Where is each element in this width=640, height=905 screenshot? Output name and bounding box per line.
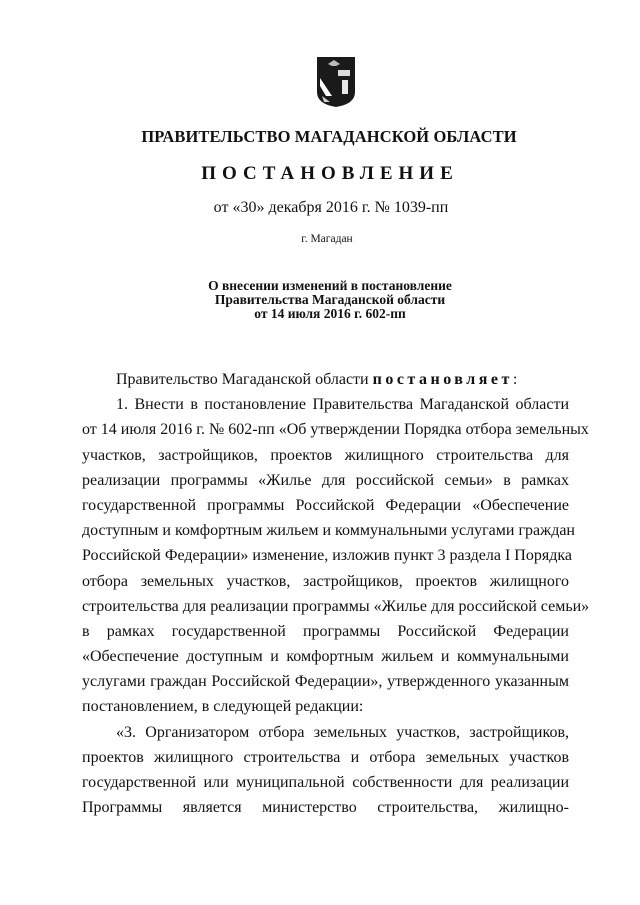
- body-line: в рамках государственной программы Российской Федерации: [82, 622, 569, 640]
- body-line: проектов жилищного строительства и отбора земельных участков: [82, 748, 569, 766]
- body-line: реализации программы «Жилье для российской семьи» в рамках: [82, 471, 569, 489]
- body-line: Российской Федерации» изменение, изложив пункт 3 раздела I Порядка: [82, 547, 572, 565]
- subject-line: О внесении изменений в постановление: [208, 278, 452, 293]
- body-line: «3. Организатором отбора земельных участков, застройщиков,: [116, 723, 569, 741]
- intro-prefix: Правительство Магаданской области: [116, 371, 369, 388]
- document-type: ПОСТАНОВЛЕНИЕ: [201, 163, 459, 184]
- document-date-number: от «30» декабря 2016 г. № 1039-пп: [213, 199, 449, 216]
- intro-line: [82, 367, 569, 392]
- document-body: [82, 367, 590, 820]
- coat-of-arms-icon: [316, 56, 356, 108]
- body-line: от 14 июля 2016 г. № 602-пп «Об утверждении Порядка отбора земельных: [82, 421, 589, 439]
- body-line: услугами граждан Российской Федерации», утвержденного указанным: [82, 673, 569, 691]
- body-line: Программы является министерство строительства, жилищно-: [82, 799, 569, 817]
- body-line: государственной программы Российской Федерации «Обеспечение: [82, 496, 569, 514]
- document-subject: [0, 279, 640, 321]
- body-line: доступным и комфортным жильем и коммунальными услугами граждан: [82, 522, 575, 540]
- body-line: «Обеспечение доступным и комфортным жильем и коммунальными: [82, 648, 569, 666]
- body-line: участков, застройщиков, проектов жилищного строительства для: [82, 446, 569, 464]
- body-line: постановлением, в следующей редакции:: [82, 698, 364, 716]
- subject-line: от 14 июля 2016 г. 602-пп: [254, 306, 406, 321]
- body-line: строительства для реализации программы «Жилье для российской семьи»: [82, 597, 590, 615]
- subject-line: Правительства Магаданской области: [214, 292, 446, 307]
- government-title: ПРАВИТЕЛЬСТВО МАГАДАНСКОЙ ОБЛАСТИ: [141, 127, 517, 146]
- body-line: отбора земельных участков, застройщиков, проектов жилищного: [82, 572, 569, 590]
- document-city: г. Магадан: [301, 233, 353, 245]
- body-line: государственной или муниципальной собственности для реализации: [82, 774, 569, 791]
- body-line: 1. Внести в постановление Правительства Магаданской области: [116, 396, 569, 414]
- intro-suffix: :: [512, 371, 518, 388]
- intro-spaced-verb: постановляет: [372, 371, 513, 388]
